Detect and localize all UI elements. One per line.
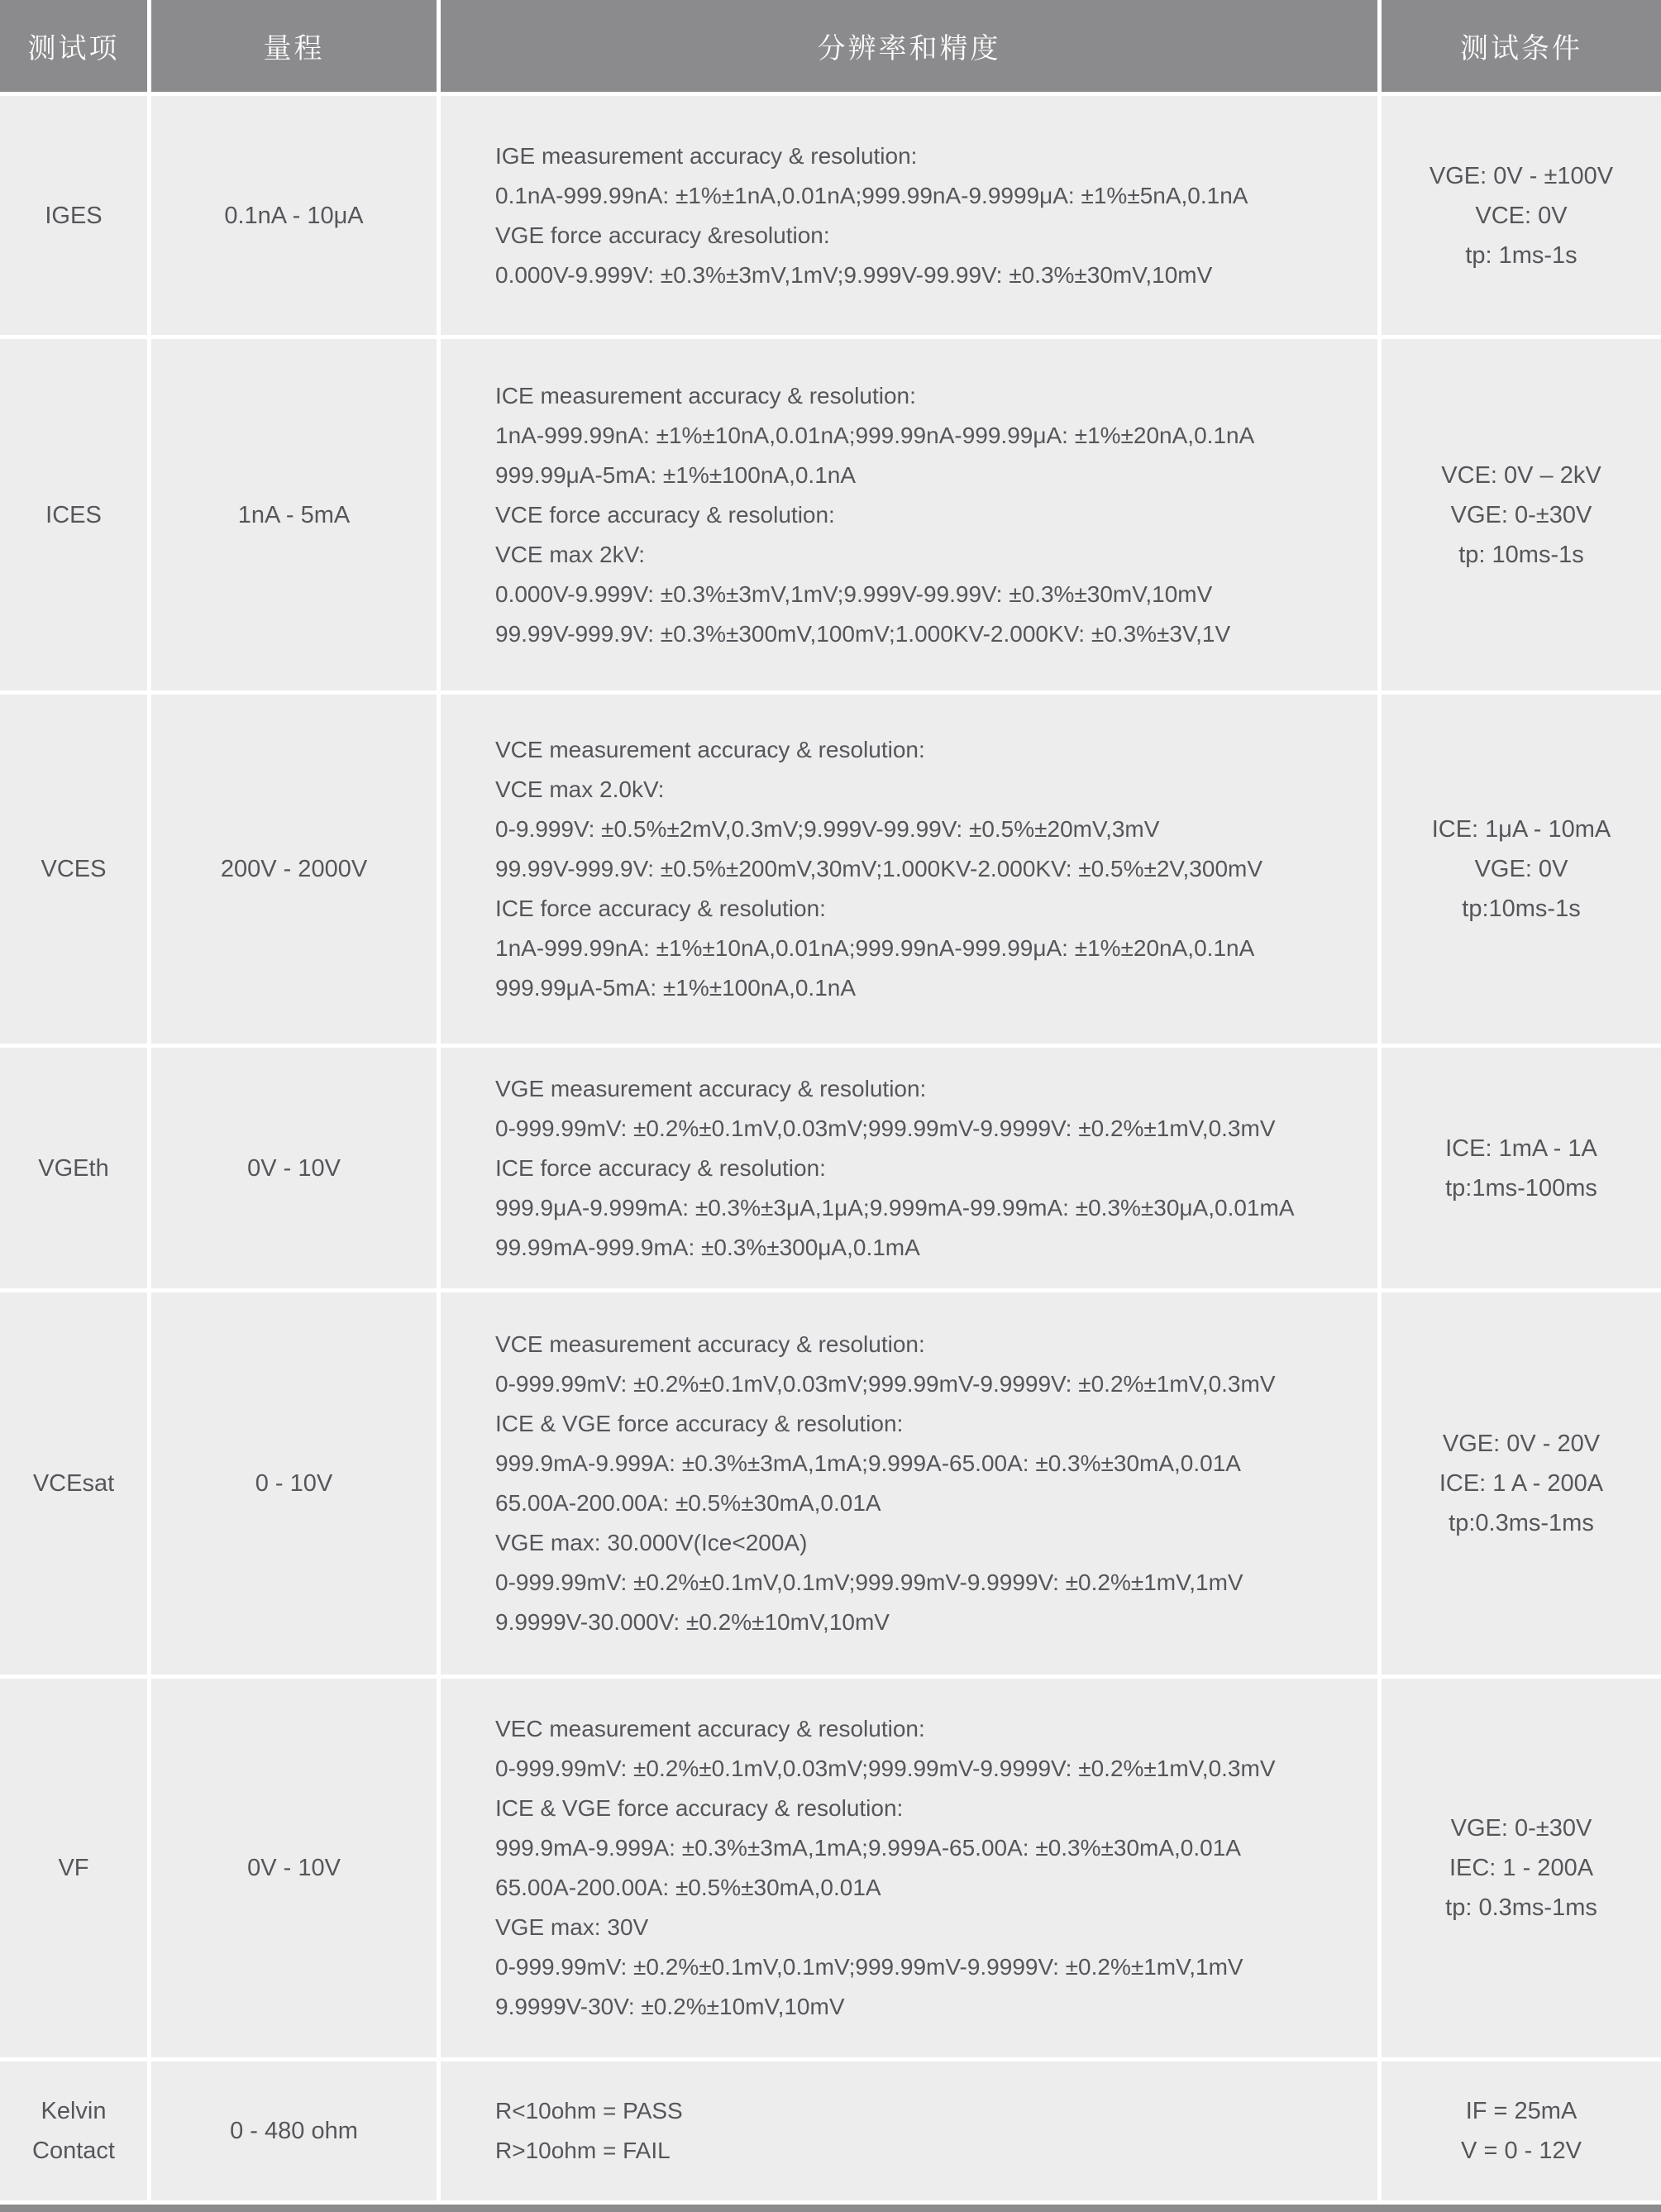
- condition-line: VGE: 0V: [1474, 856, 1568, 882]
- item-cell: [0, 1048, 147, 1288]
- condition-line: tp:0.3ms-1ms: [1449, 1510, 1594, 1536]
- condition-line: VCE: 0V – 2kV: [1441, 461, 1601, 489]
- resolution-line: 0-999.99mV: ±0.2%±0.1mV,0.03mV;999.99mV-9.9999V: ±0.2%±1mV,0.3mV: [495, 1371, 1276, 1397]
- resolution-cell: [441, 1048, 1377, 1288]
- condition-line: IEC: 1 - 200A: [1449, 1855, 1594, 1881]
- item-cell: [0, 1679, 147, 2057]
- resolution-line: 999.99μA-5mA: ±1%±100nA,0.1nA: [495, 461, 857, 488]
- resolution-line: 0.1nA-999.99nA: ±1%±1nA,0.01nA;999.99nA-9.9999μA: ±1%±5nA,0.1nA: [495, 182, 1248, 208]
- range-label: 0.1nA - 10μA: [224, 202, 364, 229]
- conditions-cell: [1382, 339, 1661, 690]
- conditions-cell: [1382, 1292, 1661, 1675]
- range-cell: [151, 96, 437, 335]
- condition-line: VGE: 0V - ±100V: [1429, 162, 1614, 189]
- resolution-line: 0.000V-9.999V: ±0.3%±3mV,1mV;9.999V-99.99V: ±0.3%±30mV,10mV: [495, 261, 1213, 288]
- range-label: 0 - 10V: [255, 1470, 333, 1497]
- resolution-line: ICE & VGE force accuracy & resolution:: [495, 1411, 904, 1436]
- resolution-cell: [441, 96, 1377, 335]
- resolution-line: VCE measurement accuracy & resolution:: [495, 737, 925, 762]
- resolution-line: 99.99mA-999.9mA: ±0.3%±300μA,0.1mA: [495, 1234, 920, 1260]
- item-label: IGES: [45, 202, 103, 229]
- resolution-line: R>10ohm = FAIL: [495, 2138, 671, 2163]
- header-cell-test-item: 测试项: [0, 0, 147, 92]
- range-cell: [151, 1292, 437, 1675]
- conditions-cell: [1382, 2062, 1661, 2200]
- range-cell: [151, 1048, 437, 1288]
- range-label: 0V - 10V: [247, 1855, 341, 1881]
- condition-line: tp: 0.3ms-1ms: [1445, 1894, 1597, 1921]
- resolution-line: 999.9mA-9.999A: ±0.3%±3mA,1mA;9.999A-65.00A: ±0.3%±30mA,0.01A: [495, 1450, 1241, 1476]
- resolution-line: 9.9999V-30V: ±0.2%±10mV,10mV: [495, 1994, 845, 2019]
- resolution-line: 0-999.99mV: ±0.2%±0.1mV,0.1mV;999.99mV-9.9999V: ±0.2%±1mV,1mV: [495, 1569, 1243, 1595]
- resolution-line: 99.99V-999.9V: ±0.3%±300mV,100mV;1.000KV-2.000KV: ±0.3%±3V,1V: [495, 620, 1231, 647]
- conditions-cell: [1382, 96, 1661, 335]
- condition-line: ICE: 1mA - 1A: [1445, 1135, 1597, 1162]
- resolution-line: 0-999.99mV: ±0.2%±0.1mV,0.03mV;999.99mV-9.9999V: ±0.2%±1mV,0.3mV: [495, 1115, 1276, 1141]
- resolution-line: 65.00A-200.00A: ±0.5%±30mA,0.01A: [495, 1875, 881, 1900]
- resolution-line: 99.99V-999.9V: ±0.5%±200mV,30mV;1.000KV-2.000KV: ±0.5%±2V,300mV: [495, 856, 1263, 881]
- resolution-line: 999.9μA-9.999mA: ±0.3%±3μA,1μA;9.999mA-99.99mA: ±0.3%±30μA,0.01mA: [495, 1194, 1295, 1221]
- conditions-cell: [1382, 695, 1661, 1044]
- resolution-line: 1nA-999.99nA: ±1%±10nA,0.01nA;999.99nA-999.99μA: ±1%±20nA,0.1nA: [495, 935, 1255, 961]
- range-label: 1nA - 5mA: [237, 501, 351, 528]
- resolution-line: VCE force accuracy & resolution:: [495, 501, 835, 528]
- resolution-line: 999.9mA-9.999A: ±0.3%±3mA,1mA;9.999A-65.00A: ±0.3%±30mA,0.01A: [495, 1835, 1241, 1861]
- range-label: 0V - 10V: [247, 1154, 341, 1182]
- resolution-line: VCE measurement accuracy & resolution:: [495, 1331, 925, 1357]
- header-cell-resolution: 分辨率和精度: [441, 0, 1377, 92]
- item-label: Kelvin Contact: [32, 2098, 115, 2164]
- resolution-line: VCE max 2.0kV:: [495, 776, 665, 802]
- item-label: ICES: [45, 501, 102, 528]
- range-cell: [151, 339, 437, 690]
- resolution-line: 1nA-999.99nA: ±1%±10nA,0.01nA;999.99nA-999.99μA: ±1%±20nA,0.1nA: [495, 422, 1255, 448]
- item-label: VF: [58, 1855, 89, 1881]
- range-cell: [151, 2062, 437, 2200]
- resolution-line: 0.000V-9.999V: ±0.3%±3mV,1mV;9.999V-99.99V: ±0.3%±30mV,10mV: [495, 580, 1213, 607]
- resolution-line: 999.99μA-5mA: ±1%±100nA,0.1nA: [495, 975, 857, 1001]
- resolution-cell: [441, 1292, 1377, 1675]
- resolution-line: VCE max 2kV:: [495, 541, 646, 567]
- condition-line: VGE: 0-±30V: [1450, 1815, 1592, 1842]
- resolution-line: ICE force accuracy & resolution:: [495, 896, 826, 921]
- condition-line: tp: 1ms-1s: [1465, 241, 1577, 269]
- condition-line: VCE: 0V: [1475, 202, 1568, 229]
- resolution-cell: [441, 695, 1377, 1044]
- resolution-cell: [441, 2062, 1377, 2200]
- resolution-line: 0-9.999V: ±0.5%±2mV,0.3mV;9.999V-99.99V: ±0.5%±20mV,3mV: [495, 816, 1160, 842]
- resolution-line: 65.00A-200.00A: ±0.5%±30mA,0.01A: [495, 1490, 881, 1516]
- resolution-line: VEC measurement accuracy & resolution:: [495, 1716, 925, 1741]
- item-label: VCEsat: [32, 1470, 115, 1497]
- item-cell: [0, 96, 147, 335]
- resolution-line: 0-999.99mV: ±0.2%±0.1mV,0.03mV;999.99mV-9.9999V: ±0.2%±1mV,0.3mV: [495, 1756, 1276, 1781]
- condition-line: tp:10ms-1s: [1462, 896, 1581, 922]
- item-cell: [0, 2062, 147, 2200]
- range-cell: [151, 695, 437, 1044]
- resolution-line: ICE force accuracy & resolution:: [495, 1154, 826, 1181]
- resolution-line: 0-999.99mV: ±0.2%±0.1mV,0.1mV;999.99mV-9.9999V: ±0.2%±1mV,1mV: [495, 1954, 1243, 1980]
- resolution-line: VGE force accuracy &resolution:: [495, 222, 830, 248]
- resolution-cell: [441, 339, 1377, 690]
- header-cell-conditions: 测试条件: [1382, 0, 1661, 92]
- conditions-cell: [1382, 1679, 1661, 2057]
- item-cell: [0, 339, 147, 690]
- resolution-line: IGE measurement accuracy & resolution:: [495, 142, 918, 169]
- item-cell: [0, 1292, 147, 1675]
- resolution-line: ICE measurement accuracy & resolution:: [495, 382, 916, 408]
- conditions-cell: [1382, 1048, 1661, 1288]
- item-cell: [0, 695, 147, 1044]
- condition-line: ICE: 1μA - 10mA: [1431, 816, 1611, 843]
- condition-line: VGE: 0-±30V: [1450, 501, 1592, 528]
- next-section-header-bar: [0, 2205, 1661, 2212]
- condition-line: tp: 10ms-1s: [1458, 541, 1584, 568]
- resolution-cell: [441, 1679, 1377, 2057]
- condition-line: VGE: 0V - 20V: [1442, 1431, 1601, 1457]
- header-cell-range: 量程: [151, 0, 437, 92]
- item-label: VCES: [41, 856, 107, 882]
- resolution-line: R<10ohm = PASS: [495, 2098, 683, 2124]
- condition-line: tp:1ms-100ms: [1445, 1174, 1597, 1202]
- condition-line: ICE: 1 A - 200A: [1439, 1470, 1604, 1497]
- resolution-line: VGE max: 30.000V(Ice<200A): [495, 1530, 808, 1555]
- resolution-line: VGE measurement accuracy & resolution:: [495, 1075, 927, 1101]
- item-label: VGEth: [38, 1154, 109, 1182]
- resolution-line: VGE max: 30V: [495, 1914, 649, 1940]
- resolution-line: ICE & VGE force accuracy & resolution:: [495, 1795, 904, 1821]
- range-cell: [151, 1679, 437, 2057]
- resolution-line: 9.9999V-30.000V: ±0.2%±10mV,10mV: [495, 1609, 890, 1635]
- range-label: 0 - 480 ohm: [230, 2118, 358, 2144]
- range-label: 200V - 2000V: [220, 856, 368, 882]
- condition-line: V = 0 - 12V: [1461, 2138, 1582, 2164]
- condition-line: IF = 25mA: [1465, 2098, 1577, 2124]
